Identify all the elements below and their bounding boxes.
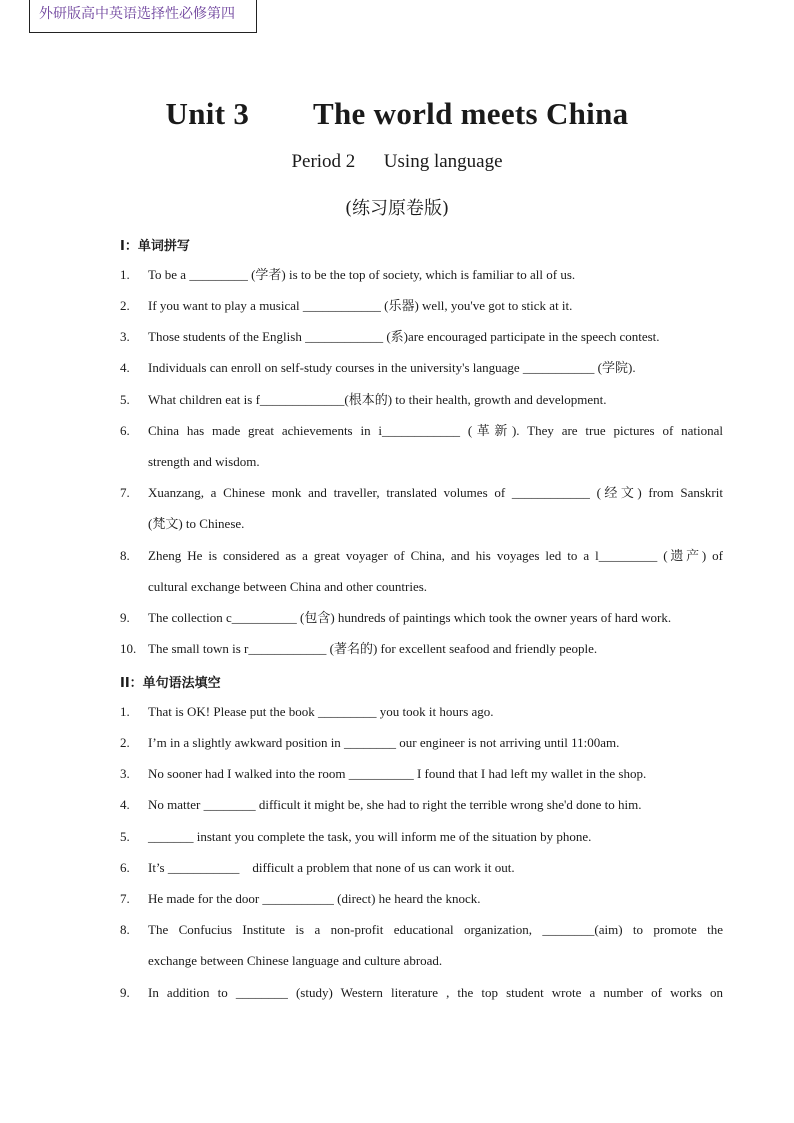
item-text: No sooner had I walked into the room __________ I found that I had left my wallet in the shop.: [148, 766, 647, 781]
item-number: 4.: [120, 360, 130, 375]
item-number: 6.: [120, 860, 130, 875]
item-number: 5.: [120, 392, 130, 407]
item-number: 8.: [120, 922, 130, 937]
edition-label: (练习原卷版): [344, 198, 450, 219]
exercise-item: [120, 758, 723, 789]
item-number: 3.: [120, 766, 130, 781]
exercise-item: [120, 477, 723, 539]
item-text: China has made great achievements in i____________ (革新). They are true pictures of national: [148, 423, 723, 438]
item-text: The collection c__________ (包含) hundreds of paintings which took the owner years of hard work.: [148, 610, 672, 625]
item-text: Individuals can enroll on self-study courses in the university's language ___________ (学院).: [148, 360, 636, 375]
item-text: To be a _________ (学者) is to be the top of society, which is familiar to all of us.: [148, 267, 576, 282]
exercise-item: [120, 259, 723, 290]
exercise-item: [120, 821, 723, 852]
item-number: 2.: [120, 298, 130, 313]
item-number: 7.: [120, 485, 130, 500]
exercise-item: [120, 789, 723, 820]
header-tag: 外研版高中英语选择性必修第四: [29, 0, 257, 33]
exercise-item: [120, 852, 723, 883]
item-text: That is OK! Please put the book _________ you took it hours ago.: [148, 704, 494, 719]
exercise-item: [120, 914, 723, 976]
exercise-item: [120, 727, 723, 758]
exercise-item: [120, 977, 723, 1008]
item-text: _______ instant you complete the task, you will inform me of the situation by phone.: [148, 829, 592, 844]
item-text: Xuanzang, a Chinese monk and traveller, translated volumes of ____________ (经文) from Sanskrit: [148, 485, 723, 500]
page-title: Unit 3 The world meets China: [165, 96, 629, 131]
exercise-item: [120, 540, 723, 602]
item-text: No matter ________ difficult it might be, she had to right the terrible wrong she'd done to him.: [148, 797, 642, 812]
item-text: If you want to play a musical ____________ (乐器) well, you've got to stick at it.: [148, 298, 573, 313]
item-text: He made for the door ___________ (direct) he heard the knock.: [148, 891, 481, 906]
item-text-continued: exchange between Chinese language and culture abroad.: [148, 953, 443, 968]
item-text: Zheng He is considered as a great voyager of China, and his voyages led to a l_________ (遗产) of: [148, 548, 723, 563]
exercise-item: [120, 602, 723, 633]
item-text: The small town is r____________ (著名的) for excellent seafood and friendly people.: [148, 641, 598, 656]
page-subtitle: Period 2 Using language: [291, 151, 503, 172]
exercise-item: [120, 321, 723, 352]
item-number: 9.: [120, 610, 130, 625]
item-number: 10.: [120, 641, 137, 656]
exercise-item: [120, 384, 723, 415]
item-number: 1.: [120, 704, 130, 719]
exercise-item: [120, 696, 723, 727]
item-number: 8.: [120, 548, 130, 563]
section-heading-spelling: I：单词拼写: [120, 239, 190, 254]
item-number: 5.: [120, 829, 130, 844]
item-number: 1.: [120, 267, 130, 282]
exercise-item: [120, 633, 723, 664]
item-text-continued: cultural exchange between China and other countries.: [148, 579, 428, 594]
exercise-item: [120, 883, 723, 914]
section-heading-grammar: II：单句语法填空: [120, 676, 221, 691]
item-text: What children eat is f_____________(根本的) to their health, growth and development.: [148, 392, 607, 407]
item-text: The Confucius Institute is a non-profit educational organization, ________(aim) to promote the: [148, 922, 723, 937]
exercise-item: [120, 415, 723, 477]
item-text: In addition to ________ (study) Western literature , the top student wrote a number of works on: [148, 985, 723, 1000]
item-number: 3.: [120, 329, 130, 344]
item-text-continued: strength and wisdom.: [148, 454, 260, 469]
exercise-item: [120, 290, 723, 321]
item-number: 9.: [120, 985, 130, 1000]
item-text: Those students of the English ____________ (系)are encouraged participate in the speech contest.: [148, 329, 660, 344]
item-number: 7.: [120, 891, 130, 906]
exercise-item: [120, 352, 723, 383]
item-text: I’m in a slightly awkward position in ________ our engineer is not arriving until 11:00am.: [148, 735, 620, 750]
item-number: 6.: [120, 423, 130, 438]
item-text: It’s ___________ difficult a problem that none of us can work it out.: [148, 860, 515, 875]
item-number: 4.: [120, 797, 130, 812]
item-number: 2.: [120, 735, 130, 750]
item-text-continued: (梵文) to Chinese.: [148, 516, 245, 531]
